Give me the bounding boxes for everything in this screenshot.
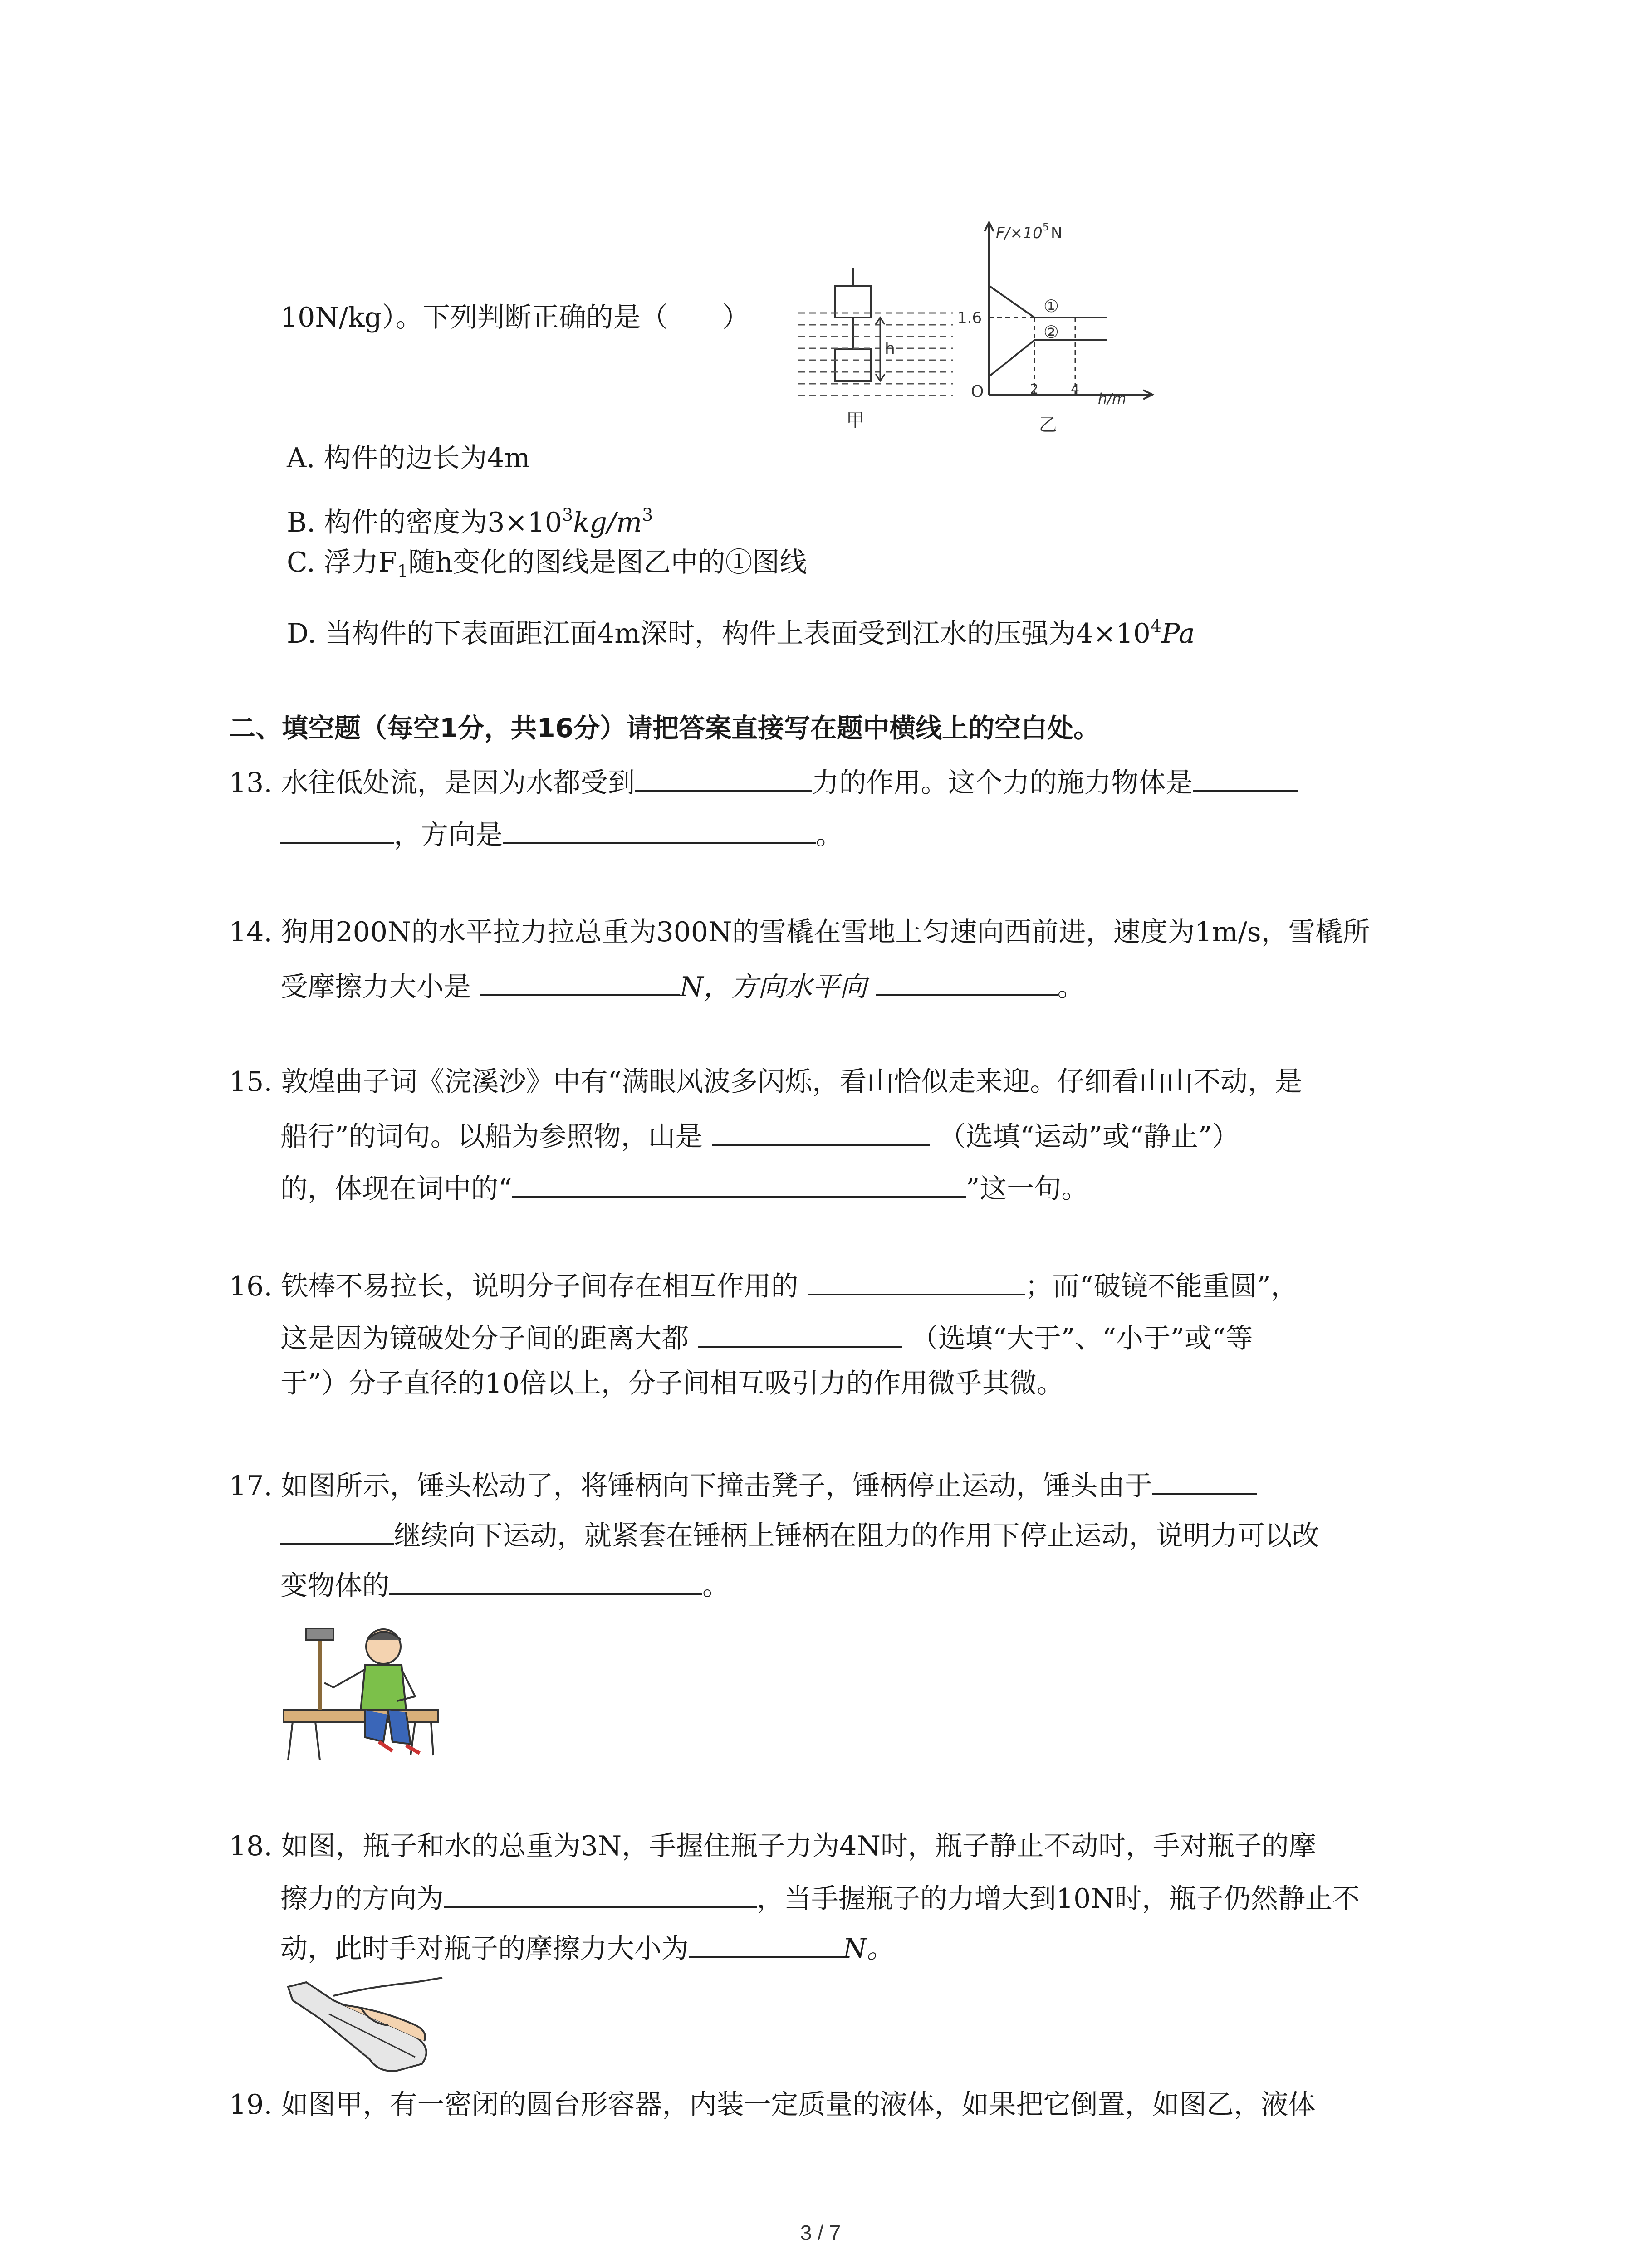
q17-text-3: 变物体的 — [280, 1570, 389, 1602]
q17-blank-2[interactable] — [389, 1565, 702, 1595]
q16-text-1: 16. 铁棒不易拉长，说明分子间存在相互作用的 — [229, 1271, 798, 1302]
q12-figure-yi — [957, 213, 1171, 435]
q13-text-2: 力的作用。这个力的施力物体是 — [812, 767, 1193, 799]
q12-stem-tail: 10N/kg）。下列判断正确的是（ ） — [280, 302, 749, 333]
q12-figure-jia — [789, 240, 962, 431]
q12-option-c — [287, 544, 807, 589]
section-2-heading: 二、填空题（每空1分，共16分）请把答案直接写在题中横线上的空白处。 — [229, 713, 1100, 743]
q16-text-2: ；而“破镜不能重圆”， — [1025, 1271, 1298, 1302]
q13-blank-1[interactable] — [635, 762, 812, 792]
q13-blank-3[interactable] — [503, 814, 816, 844]
q16-line-3: 于”）分子直径的10倍以上，分子间相互吸引力的作用微乎其微。 — [280, 1368, 1064, 1399]
axis-y-unit: N — [1051, 224, 1063, 242]
q17-line-2 — [280, 1515, 1319, 1554]
q18-line-3 — [280, 1928, 894, 1967]
page-number: 3 / 7 — [800, 2221, 841, 2244]
q18-text-2: ，当手握瓶子的力增大到10N时，瓶子仍然静止不 — [757, 1883, 1360, 1915]
q13-text-4: 。 — [816, 819, 843, 851]
q13-text-3: ，方向是 — [394, 819, 503, 851]
q17-text-4: 。 — [702, 1570, 730, 1602]
q18-line-2 — [280, 1878, 1360, 1917]
q12-option-c-sub: 1 — [397, 561, 408, 581]
q12-option-d — [287, 608, 1195, 652]
q12-option-d-unit: Pa — [1161, 618, 1195, 650]
curve-1-label: ① — [1043, 296, 1059, 316]
q17-blank-1-cont[interactable] — [280, 1515, 394, 1545]
curve-2-label: ② — [1043, 322, 1059, 342]
q18-text-4: N。 — [843, 1933, 894, 1965]
q15-text-2: （选填“运动”或“静止”） — [938, 1121, 1239, 1153]
q12-option-b-text: B. 构件的密度为3×10 — [287, 507, 563, 538]
q13-blank-2[interactable] — [1193, 762, 1298, 792]
q12-option-a: A. 构件的边长为4m — [287, 442, 530, 474]
q15-line-3 — [280, 1168, 1088, 1207]
q18-blank-1[interactable] — [444, 1878, 757, 1908]
q15-text-4: ”这一句。 — [965, 1173, 1089, 1205]
q18-text-1: 擦力的方向为 — [280, 1883, 444, 1915]
q16-line-2 — [280, 1318, 1253, 1357]
q12-option-b-unit-exp: 3 — [642, 505, 653, 525]
q18-bottle-illustration — [279, 1969, 447, 2077]
q16-blank-2[interactable] — [698, 1318, 902, 1348]
q17-blank-1[interactable] — [1152, 1465, 1257, 1495]
q18-line-1: 18. 如图，瓶子和水的总重为3N，手握住瓶子力为4N时，瓶子静止不动时，手对瓶子的摩 — [229, 1830, 1316, 1862]
axis-y-label: F/×10 — [996, 224, 1043, 242]
origin-label: O — [971, 382, 984, 401]
q14-line-2 — [280, 966, 1085, 1005]
q14-text-2: N，方向水平向 — [680, 971, 867, 1003]
q15-text-1: 船行”的词句。以船为参照物，山是 — [280, 1121, 703, 1153]
label-yi: 乙 — [1039, 415, 1057, 435]
q12-option-c-tail: 随h变化的图线是图乙中的①图线 — [408, 547, 807, 578]
q14-blank-1[interactable] — [480, 966, 680, 996]
axis-y-exp: 5 — [1043, 222, 1049, 233]
q18-blank-2[interactable] — [689, 1928, 843, 1958]
q15-blank-1[interactable] — [712, 1116, 930, 1146]
q14-blank-2[interactable] — [876, 966, 1058, 996]
q14-text-1: 受摩擦力大小是 — [280, 971, 471, 1003]
q16-text-4: （选填“大于”、“小于”或“等 — [911, 1323, 1253, 1354]
q17-text-2: 继续向下运动，就紧套在锤柄上锤柄在阻力的作用下停止运动，说明力可以改 — [394, 1520, 1319, 1552]
q12-option-d-text: D. 当构件的下表面距江面4m深时，构件上表面受到江水的压强为4×10 — [287, 618, 1151, 650]
q12-option-c-text: C. 浮力F — [287, 547, 397, 578]
q15-blank-2[interactable] — [512, 1168, 966, 1198]
q12-option-b-exp: 3 — [562, 505, 573, 525]
label-jia: 甲 — [846, 410, 864, 431]
tick-4: 4 — [1071, 381, 1080, 397]
q14-text-3: 。 — [1057, 971, 1085, 1003]
tick-1-6: 1.6 — [957, 309, 982, 327]
q12-option-b-unit: kg/m — [573, 507, 642, 538]
q15-line-2 — [280, 1116, 1239, 1155]
q13-blank-2-cont[interactable] — [280, 814, 394, 844]
q16-blank-1[interactable] — [808, 1266, 1025, 1295]
axis-x-label: h/m — [1098, 390, 1127, 407]
q16-line-1 — [229, 1266, 1298, 1305]
q17-line-3 — [280, 1565, 730, 1604]
q14-line-1: 14. 狗用200N的水平拉力拉总重为300N的雪橇在雪地上匀速向西前进，速度为1m/s，雪橇所 — [229, 916, 1370, 948]
q17-text-1: 17. 如图所示，锤头松动了，将锤柄向下撞击凳子，锤柄停止运动，锤头由于 — [229, 1470, 1152, 1502]
q13-line-1 — [229, 762, 1298, 801]
q19-line-1: 19. 如图甲，有一密闭的圆台形容器，内装一定质量的液体，如果把它倒置，如图乙，液体 — [229, 2089, 1316, 2121]
q15-line-1: 15. 敦煌曲子词《浣溪沙》中有“满眼风波多闪烁，看山恰似走来迎。仔细看山山不动，是 — [229, 1066, 1303, 1098]
tick-2: 2 — [1030, 381, 1039, 397]
q17-hammer-illustration — [279, 1619, 447, 1765]
q12-option-d-exp: 4 — [1150, 616, 1162, 636]
q13-line-2 — [280, 814, 843, 853]
q15-text-3: 的，体现在词中的“ — [280, 1173, 512, 1205]
q18-text-3: 动，此时手对瓶子的摩擦力大小为 — [280, 1933, 689, 1965]
q16-text-3: 这是因为镜破处分子间的距离大都 — [280, 1323, 689, 1354]
q13-text-1: 13. 水往低处流，是因为水都受到 — [229, 767, 635, 799]
q17-line-1 — [229, 1465, 1257, 1504]
h-label: h — [885, 339, 895, 358]
q12-option-b — [287, 497, 653, 541]
